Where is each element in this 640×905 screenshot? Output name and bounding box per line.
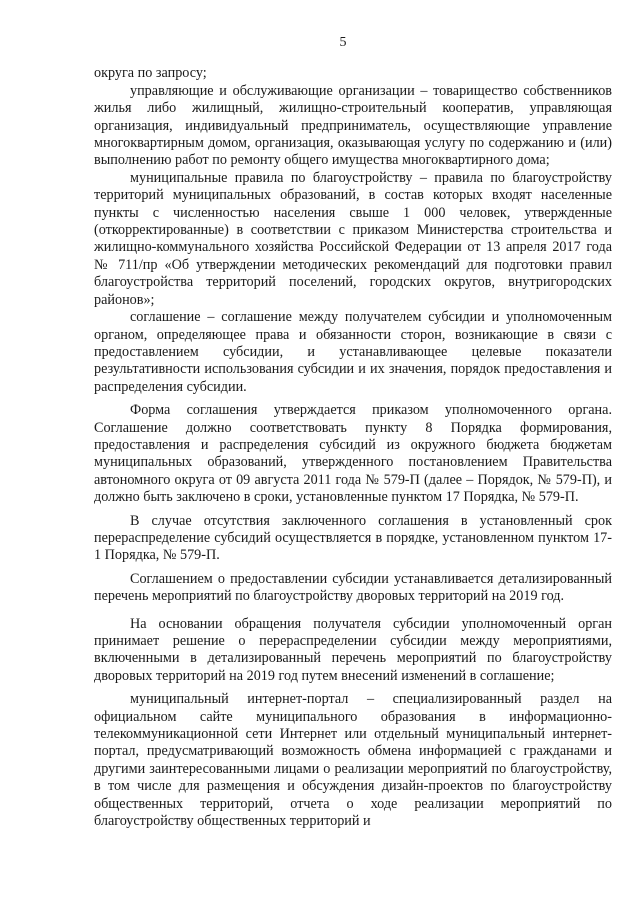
paragraph-upravlyayushchie: управляющие и обслуживающие организации – товарищество собственников жилья либо жилищный, жилищно-строительный кооператив, управляющая организация, индивидуальный предприниматель, осуществляющие управление многоквартирным домом, организация, оказывающая услугу по содержанию и (или) выполнению работ по ремонту общего имущества многоквартирного дома; <box>94 82 612 169</box>
paragraph-okruga: округа по запросу; <box>94 65 207 82</box>
paragraph-pereraspredelenie: На основании обращения получателя субсидии уполномоченный орган принимает решение о перераспределении субсидии между мероприятиями, включенными в детализированный перечень мероприятий по благоустройству дворовых территорий на 2019 год путем внесений изменений в соглашение; <box>94 615 612 684</box>
paragraph-perechen-meropriyatiy: Соглашением о предоставлении субсидии устанавливается детализированный перечень мероприятий по благоустройству дворовых территорий на 2019 год. <box>94 570 612 605</box>
page-number: 5 <box>339 35 347 50</box>
paragraph-otsutstvie-soglasheniya: В случае отсутствия заключенного соглашения в установленный срок перераспределение субсидий осуществляется в порядке, установленном пунктом 17-1 Порядка, № 579-П. <box>94 512 612 564</box>
paragraph-internet-portal: муниципальный интернет-портал – специализированный раздел на официальном сайте муниципального образования в информационно-телекоммуникационной сети Интернет или отдельный муниципальный интернет-портал, предусматривающий возможность обмена информацией с гражданами и другими заинтересованными лицами о реализации мероприятий по благоустройству, в том числе для размещения и обсуждения дизайн-проектов по благоустройству общественных территорий, отчета о ходе реализации мероприятий по благоустройству общественных территорий и <box>94 691 612 830</box>
paragraph-soglashenie: соглашение – соглашение между получателем субсидии и уполномоченным органом, определяющее права и обязанности сторон, возникающие в связи с предоставлением субсидии, и устанавливающее целевые показатели результативности использования субсидии и их значения, порядок предоставления и распределения субсидии. <box>94 309 612 395</box>
paragraph-municipal-rules: муниципальные правила по благоустройству – правила по благоустройству территорий муниципальных образований, в состав которых входят населенные пункты с численностью населения свыше 1 000 человек, утвержденные (откорректированные) в соответствии с приказом Министерства строительства и жилищно-коммунального хозяйства Российской Федерации от 13 апреля 2017 года № 711/пр «Об утверждении методических рекомендаций для подготовки правил благоустройства территорий поселений, городских округов, внутригородских районов»; <box>94 169 612 308</box>
paragraph-forma-soglasheniya: Форма соглашения утверждается приказом уполномоченного органа. Соглашение должно соответствовать пункту 8 Порядка формирования, предоставления и распределения субсидий из окружного бюджета бюджетам муниципальных образований, утвержденного постановлением Правительства автономного округа от 09 августа 2011 года № 579-П (далее – Порядок, № 579-П), и должно быть заключено в сроки, установленные пунктом 17 Порядка, № 579-П. <box>94 402 612 506</box>
